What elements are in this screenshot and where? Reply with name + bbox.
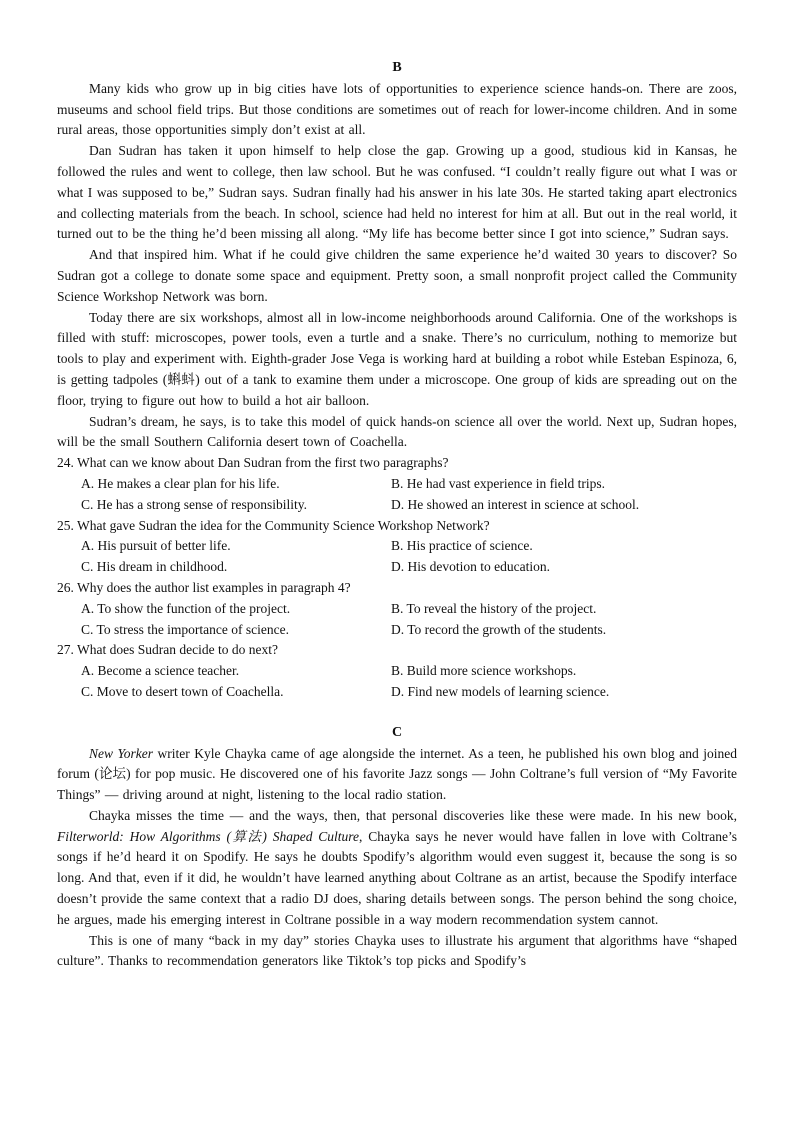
section-b-paragraph-3: And that inspired him. What if he could give children the same experience he’d waited 30 years to discover? So Sudran got a college to donate some space and equipment. Pretty soon, a small nonprofit project called the Community Science Workshop Network was born. [57, 247, 737, 304]
section-c-paragraph-3: This is one of many “back in my day” stories Chayka uses to illustrate his argument that algorithms have “shaped culture”. Thanks to recommendation generators like Tiktok’s top picks and Spodify’s [57, 932, 737, 969]
document-page [57, 58, 737, 972]
option-b: B. To reveal the history of the project. [391, 600, 597, 616]
question-options [57, 661, 737, 703]
section-b-title: B [392, 60, 402, 75]
option-b: B. He had vast experience in field trips. [391, 475, 606, 491]
option-c: C. His dream in childhood. [81, 559, 228, 575]
section-c-paragraph-2 [57, 806, 737, 931]
section-c-title: C [391, 724, 403, 740]
option-a: A. To show the function of the project. [81, 600, 291, 616]
option-a: A. His pursuit of better life. [81, 538, 231, 554]
question-stem: 26. Why does the author list examples in paragraph 4? [57, 579, 351, 595]
option-a: A. He makes a clear plan for his life. [81, 475, 280, 491]
option-c: C. He has a strong sense of responsibility. [81, 496, 307, 512]
paragraph-text: Chayka misses the time — and the ways, then, that personal discoveries like these were made. In his new book, [89, 807, 737, 823]
book-title: Filterworld: How Algorithms (算法) Shaped Culture [57, 828, 360, 844]
paragraph-text: , Chayka says he never would have fallen in love with Coltrane’s songs if he’d heard it on Spodify. He says he doubts Spodify’s algorithm would even suggest it, because the song is so long. And that, even if it did, he wouldn’t have learned anything about Coltrane as an artist, because the Spodify interface doesn’t provide the same context that a radio DJ does, sharing details between songs. The person behind the song choice, he argues, made his emerging interest in Coltrane possible in a way modern recommendation system cannot. [57, 828, 737, 927]
question-stem: 25. What gave Sudran the idea for the Community Science Workshop Network? [57, 517, 490, 533]
option-a: A. Become a science teacher. [81, 663, 240, 679]
option-d: D. Find new models of learning science. [391, 683, 610, 699]
section-b-paragraph-2: Dan Sudran has taken it upon himself to help close the gap. Growing up a good, studious kid in Kansas, he followed the rules and went to college, then law school. But he was confused. “I couldn’t really figure out what I was or what I was supposed to be,” Sudran says. Sudran finally had his answer in his late 30s. He started taking apart electronics and collecting materials from the beach. In school, science had held no interest for him at all. But out in the real world, it turned out to be the thing he’d been missing all along. “My life has become better since I got into science,” Sudran says. [57, 143, 737, 242]
option-d: D. His devotion to education. [391, 559, 550, 575]
question-stem: 27. What does Sudran decide to do next? [57, 642, 278, 658]
option-c: C. Move to desert town of Coachella. [81, 683, 284, 699]
question-26 [57, 578, 737, 640]
publication-name: New Yorker [89, 745, 154, 761]
question-24 [57, 453, 737, 515]
option-b: B. His practice of science. [391, 538, 533, 554]
option-b: B. Build more science workshops. [391, 663, 577, 679]
option-d: D. He showed an interest in science at school. [391, 496, 640, 512]
section-c-paragraph-1 [57, 744, 737, 806]
option-c: C. To stress the importance of science. [81, 621, 289, 637]
question-options [57, 536, 737, 578]
section-b-paragraph-1: Many kids who grow up in big cities have lots of opportunities to experience science hands-on. There are zoos, museums and school field trips. But those conditions are sometimes out of reach for lower-income children. And in some rural areas, those opportunities simply don’t exist at all. [57, 80, 737, 138]
option-d: D. To record the growth of the students. [391, 621, 607, 637]
section-b-paragraph-5: Sudran’s dream, he says, is to take this model of quick hands-on science all over the world. Next up, Sudran hopes, will be the small Southern California desert town of Coachella. [57, 413, 737, 450]
question-25 [57, 516, 737, 578]
question-options [57, 599, 737, 641]
question-27 [57, 640, 737, 702]
question-options [57, 474, 737, 516]
section-b-paragraph-4: Today there are six workshops, almost all in low-income neighborhoods around California. One of the workshops is filled with stuff: microscopes, power tools, even a turtle and a snake. There’s no curriculum, nothing to memorize but tools to play and experiment with. Eighth-grader Jose Vega is working hard at building a robot while Esteban Espinoza, 6, is getting tadpoles (蝌蚪) out of a tank to examine them under a microscope. One group of kids are spreading out on the floor, trying to figure out how to build a hot air balloon. [57, 309, 737, 408]
question-stem: 24. What can we know about Dan Sudran from the first two paragraphs? [57, 455, 449, 471]
paragraph-text: writer Kyle Chayka came of age alongside the internet. As a teen, he published his own blog and joined forum (论坛) for pop music. He discovered one of his favorite Jazz songs — John Coltrane’s full version of “My Favorite Things” — driving around at night, listening to the local radio station. [57, 745, 737, 803]
